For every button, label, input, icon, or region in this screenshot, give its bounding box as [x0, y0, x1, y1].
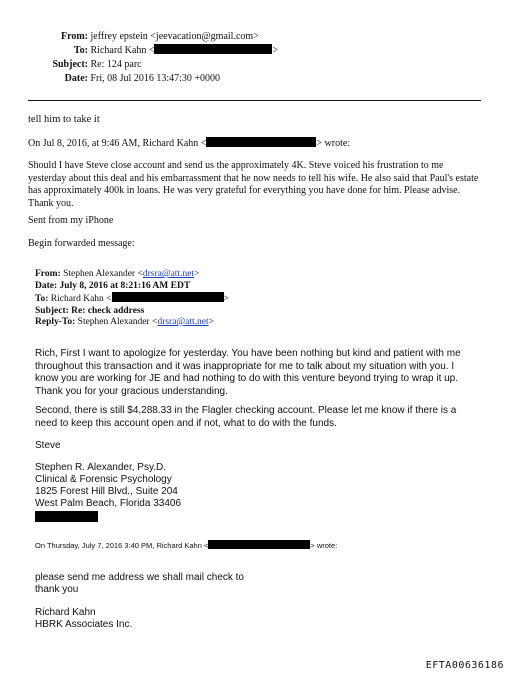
- header-divider: [28, 100, 481, 101]
- fwd-subject-label: Subject:: [35, 305, 69, 316]
- reply-text: tell him to take it: [28, 114, 100, 125]
- redaction-bar: [35, 511, 98, 522]
- fwd-date-row: [35, 281, 229, 293]
- fwd-replyto-label: Reply-To:: [35, 317, 76, 327]
- earlier-line-1: please send me address we shall mail check to: [35, 572, 244, 583]
- sig-name: Stephen R. Alexander, Psy.D.: [35, 462, 167, 473]
- header-to-value: Richard Kahn <: [90, 45, 155, 56]
- header-subject-label: Subject:: [52, 59, 88, 70]
- sig-title: Clinical & Forensic Psychology: [35, 474, 172, 485]
- fwd-from-name: Stephen Alexander <: [63, 269, 143, 279]
- fwd-replyto-row: [35, 317, 229, 329]
- quote-intro: [28, 137, 350, 149]
- fwd-to-value: Richard Kahn <: [50, 294, 112, 304]
- earlier-line-2: thank you: [35, 584, 79, 595]
- earlier-intro-start: On Thursday, July 7, 2016 3:40 PM, Richard Kahn <: [35, 541, 209, 550]
- fwd-replyto-name: Stephen Alexander <: [77, 317, 158, 327]
- redaction-bar: [208, 540, 310, 549]
- sent-from: Sent from my iPhone: [28, 215, 114, 226]
- fwd-from-label: From:: [35, 269, 61, 279]
- bates-number: EFTA00636186: [425, 660, 504, 671]
- alexander-signoff: Steve: [35, 440, 61, 451]
- kahn-message: Should I have Steve close account and send us the approximately 4K. Steve voiced his frustration to me yesterday about this deal and his embarrassment that he now needs to tell his wife. He also said that Paul's estate has approximately 400k in loans. He was very grateful for everything you have done for him. Please advise. Thank you.: [28, 160, 479, 209]
- quote-intro-end: > wrote:: [316, 138, 351, 149]
- fwd-replyto-close: >: [208, 317, 215, 327]
- header-from-row: [0, 30, 259, 43]
- earlier-intro: [35, 540, 337, 550]
- header-date-value: Fri, 08 Jul 2016 13:47:30 +0000: [90, 73, 221, 84]
- fwd-replyto-email-link[interactable]: drsra@att.net: [157, 317, 209, 327]
- header-to-close: >: [272, 45, 279, 56]
- sig-address-line-2: West Palm Beach, Florida 33406: [35, 498, 182, 509]
- alexander-para-2: Second, there is still $4,288.33 in the Flagler checking account. Please let me know if there is a need to keep this account open and if not, what to do with the funds.: [35, 405, 457, 429]
- forwarded-header: [35, 269, 229, 329]
- kahn-sig-company: HBRK Associates Inc.: [35, 619, 133, 630]
- earlier-message: [35, 572, 244, 596]
- fwd-from-email-link[interactable]: drsra@att.net: [142, 269, 195, 279]
- kahn-sig-name: Richard Kahn: [35, 607, 96, 618]
- fwd-to-label: To:: [35, 294, 49, 304]
- fwd-from-row: [35, 269, 229, 281]
- alexander-signature: [35, 462, 181, 525]
- header-date-label: Date:: [64, 73, 88, 84]
- fwd-to-row: [35, 292, 229, 306]
- header-from-label: From:: [60, 31, 88, 42]
- kahn-signature: [35, 607, 132, 631]
- redaction-bar: [206, 137, 316, 147]
- quote-intro-start: On Jul 8, 2016, at 9:46 AM, Richard Kahn <: [28, 138, 207, 149]
- fwd-from-close: >: [194, 269, 200, 279]
- header-to-row: [0, 44, 278, 57]
- earlier-intro-end: > wrote:: [310, 541, 338, 550]
- header-from-value: jeffrey epstein <jeevacation@gmail.com>: [90, 31, 259, 42]
- sig-address-line-1: 1825 Forest Hill Blvd., Suite 204: [35, 486, 178, 497]
- redaction-bar: [154, 44, 272, 54]
- fwd-subject-row: [35, 306, 229, 318]
- header-subject-value: Re: 124 parc: [90, 59, 142, 70]
- fwd-to-close: >: [223, 294, 229, 304]
- fwd-date-value: July 8, 2016 at 8:21:16 AM EDT: [59, 280, 191, 291]
- header-to-label: To:: [73, 45, 88, 56]
- forwarded-label: Begin forwarded message:: [28, 238, 135, 249]
- fwd-subject-value: Re: check address: [71, 305, 145, 316]
- header-subject-row: [0, 58, 142, 71]
- alexander-para-1: Rich, First I want to apologize for yesterday. You have been nothing but kind and patient with me throughout this transaction and it was inappropriate for me to talk about my situation with you. I know you are working for JE and had nothing to do with this venture beyond trying to wrap it up. Thank you for your gracious understanding.: [35, 348, 461, 397]
- fwd-date-label: Date:: [35, 280, 58, 291]
- redaction-bar: [112, 292, 224, 302]
- header-date-row: [0, 72, 220, 85]
